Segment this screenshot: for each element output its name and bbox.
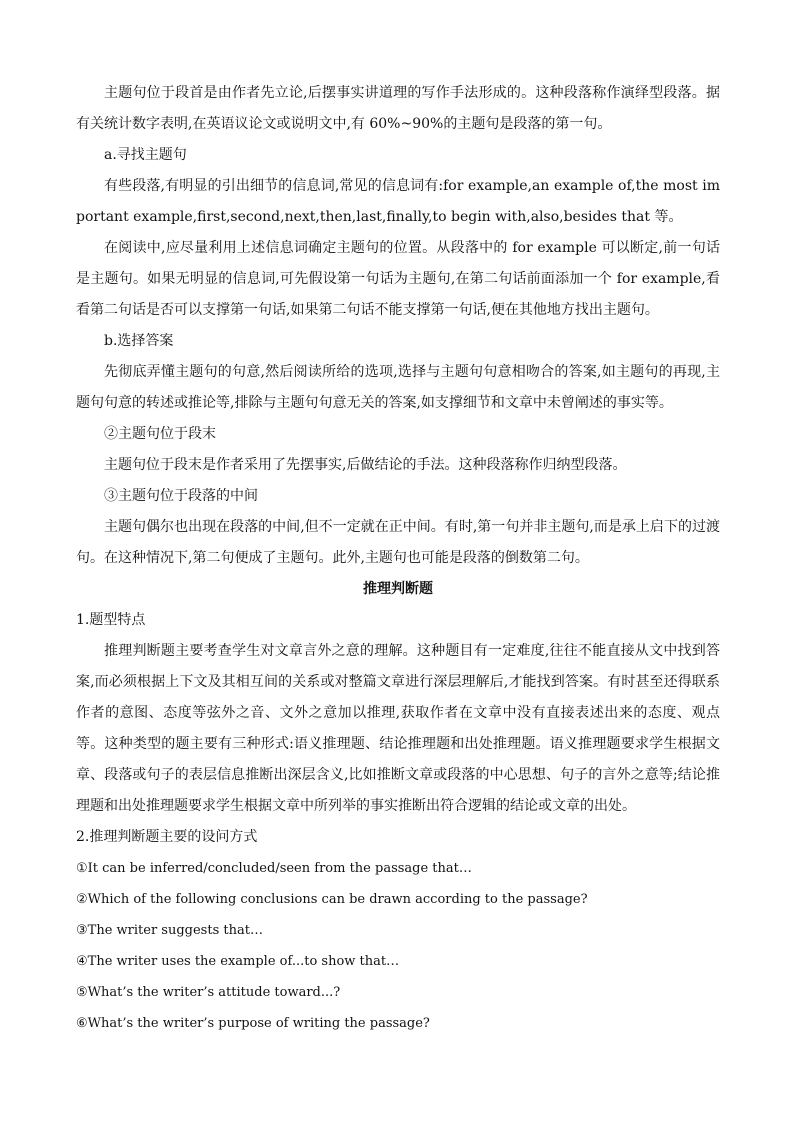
paragraph-choose-answer: 先彻底弄懂主题句的句意,然后阅读所给的选项,选择与主题句句意相吻合的答案,如主题句的再现,主题句句意的转述或推论等,排除与主题句句意无关的答案,如支撑细节和文章中未曾阐述的事实等。 [76,364,720,411]
subheading-question-features: 1.题型特点 [76,612,146,628]
subheading-choose-answer: b.选择答案 [104,333,174,349]
paragraph-inference-description: 推理判断题主要考查学生对文章言外之意的理解。这种题目有一定难度,往往不能直接从文中找到答案,而必须根据上下文及其相互间的关系或对整篇文章进行深层理解后,才能找到答案。有时甚至还得联系作者的意图、态度等弦外之音、文外之意加以推理,获取作者在文章中没有直接表述出来的态度、观点等。这种类型的题主要有三种形式:语义推理题、结论推理题和出处推理题。语义推理题要求学生根据文章、段落或句子的表层信息推断出深层含义,比如推断文章或段落的中心思想、句子的言外之意等;结论推理题和出处推理题要求学生根据文章中所列举的事实推断出符合逻辑的结论或文章的出处。 [76,643,720,814]
question-form-item: ④The writer uses the example of...to show that… [76,954,400,969]
subheading-question-forms: 2.推理判断题主要的设问方式 [76,829,258,845]
paragraph-topic-sentence-end: 主题句位于段末是作者采用了先摆事实,后做结论的手法。这种段落称作归纳型段落。 [104,457,627,473]
question-form-item: ⑤What’s the writer’s attitude toward...? [76,985,341,1000]
paragraph-locate-topic-sentence: 在阅读中,应尽量利用上述信息词确定主题句的位置。从段落中的 for example 可以断定,前一句话是主题句。如果无明显的信息词,可先假设第一句话为主题句,在第二句话前面添加一个 for example,看看第二句话是否可以支撑第一句话,如果第二句话不能支撑第一句话,便在其他地方找出主题句。 [76,240,720,318]
subheading-find-topic-sentence: a.寻找主题句 [104,147,187,163]
subheading-topic-sentence-end: ②主题句位于段末 [104,426,216,442]
paragraph-topic-sentence-middle: 主题句偶尔也出现在段落的中间,但不一定就在正中间。有时,第一句并非主题句,而是承上启下的过渡句。在这种情况下,第二句便成了主题句。此外,主题句也可能是段落的倒数第二句。 [76,519,720,566]
paragraph-topic-sentence-beginning: 主题句位于段首是由作者先立论,后摆事实讲道理的写作手法形成的。这种段落称作演绎型段落。据有关统计数字表明,在英语议论文或说明文中,有 60%~90%的主题句是段落的第一句。 [76,85,720,132]
document-body [76,78,720,1039]
question-form-item: ⑥What’s the writer’s purpose of writing the passage? [76,1016,430,1031]
paragraph-signal-words: 有些段落,有明显的引出细节的信息词,常见的信息词有:for example,an example of,the most important example,first,second,next,then,last,finally,to begin with,also,besides that 等。 [76,178,720,225]
question-form-item: ③The writer suggests that… [76,923,263,938]
section-title-inference: 推理判断题 [363,581,433,597]
subheading-topic-sentence-middle: ③主题句位于段落的中间 [104,488,258,504]
question-form-item: ②Which of the following conclusions can be drawn according to the passage? [76,892,588,907]
question-form-item: ①It can be inferred/concluded/seen from the passage that… [76,861,472,876]
